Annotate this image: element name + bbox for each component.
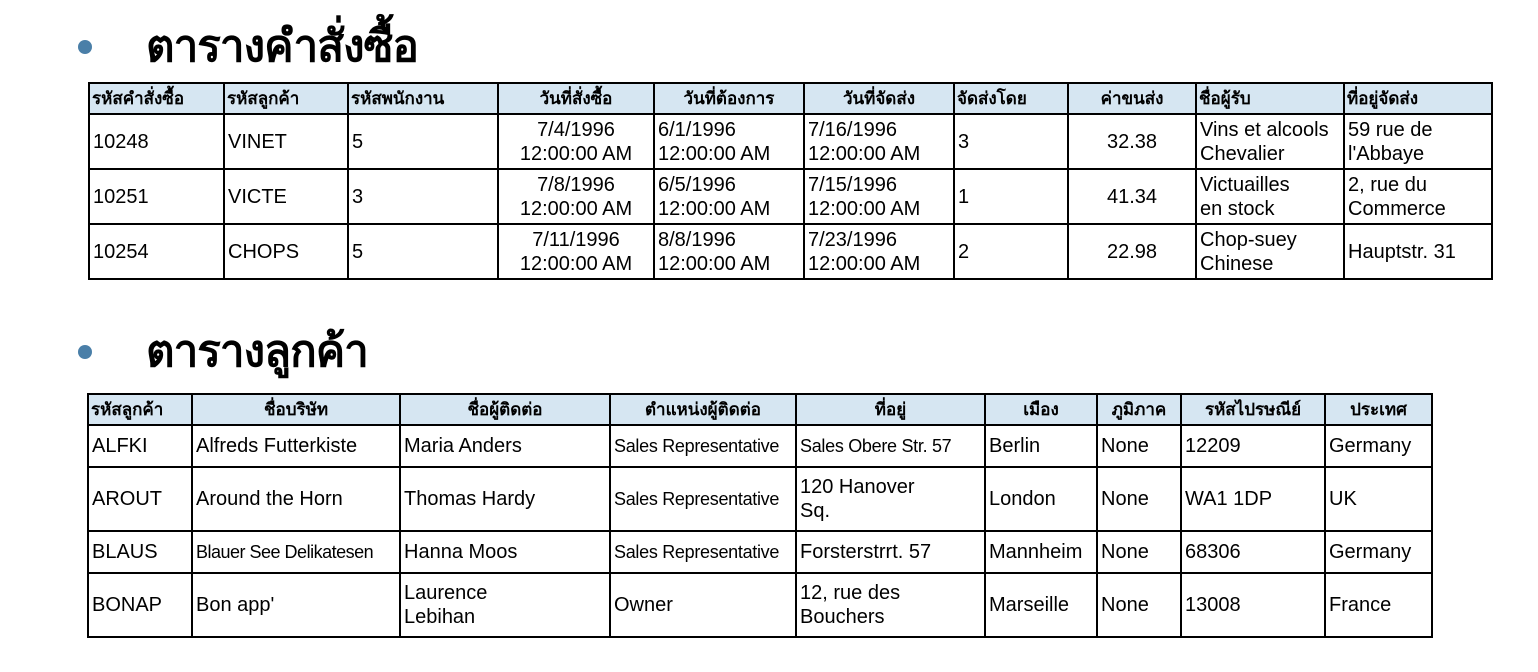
postal-code-cell: WA1 1DP	[1181, 467, 1325, 531]
column-header: ประเทศ	[1325, 394, 1432, 425]
customers-section-title: ตารางลูกค้า	[146, 326, 368, 377]
order-id-cell: 10254	[89, 224, 224, 279]
column-header: ชื่อบริษัท	[192, 394, 400, 425]
customer-id-cell: BLAUS	[88, 531, 192, 573]
ship-name-cell: Victuailles en stock	[1196, 169, 1344, 224]
column-header: รหัสลูกค้า	[88, 394, 192, 425]
ship-address-cell: Hauptstr. 31	[1344, 224, 1492, 279]
country-cell: UK	[1325, 467, 1432, 531]
column-header: ที่อยู่	[796, 394, 985, 425]
shipped-date-cell: 7/16/1996 12:00:00 AM	[804, 114, 954, 169]
ship-address-cell: 59 rue de l'Abbaye	[1344, 114, 1492, 169]
company-name-cell: Alfreds Futterkiste	[192, 425, 400, 467]
contact-title-cell: Sales Representative	[610, 425, 796, 467]
orders-header-row	[89, 83, 1492, 114]
contact-name-cell: Maria Anders	[400, 425, 610, 467]
table-row	[89, 169, 1492, 224]
freight-cell: 22.98	[1068, 224, 1196, 279]
city-cell: Marseille	[985, 573, 1097, 637]
orders-table	[88, 82, 1493, 280]
city-cell: Berlin	[985, 425, 1097, 467]
shipped-date-cell: 7/15/1996 12:00:00 AM	[804, 169, 954, 224]
company-name-cell: Blauer See Delikatesen	[192, 531, 400, 573]
customer-id-cell: CHOPS	[224, 224, 348, 279]
orders-section-heading	[78, 22, 418, 72]
column-header: วันที่ต้องการ	[654, 83, 804, 114]
city-cell: London	[985, 467, 1097, 531]
column-header: ชื่อผู้ติดต่อ	[400, 394, 610, 425]
required-date-cell: 6/1/1996 12:00:00 AM	[654, 114, 804, 169]
ship-via-cell: 3	[954, 114, 1068, 169]
order-id-cell: 10251	[89, 169, 224, 224]
bullet-icon	[78, 345, 92, 359]
column-header: จัดส่งโดย	[954, 83, 1068, 114]
customer-id-cell: AROUT	[88, 467, 192, 531]
company-name-cell: Around the Horn	[192, 467, 400, 531]
postal-code-cell: 12209	[1181, 425, 1325, 467]
country-cell: France	[1325, 573, 1432, 637]
employee-id-cell: 5	[348, 114, 498, 169]
customer-id-cell: ALFKI	[88, 425, 192, 467]
table-row	[88, 531, 1432, 573]
company-name-cell: Bon app'	[192, 573, 400, 637]
address-cell: Forsterstrrt. 57	[796, 531, 985, 573]
column-header: ภูมิภาค	[1097, 394, 1181, 425]
contact-name-cell: Hanna Moos	[400, 531, 610, 573]
address-cell: Sales Obere Str. 57	[796, 425, 985, 467]
address-cell: 120 Hanover Sq.	[796, 467, 985, 531]
contact-title-cell: Owner	[610, 573, 796, 637]
region-cell: None	[1097, 467, 1181, 531]
contact-name-cell: Thomas Hardy	[400, 467, 610, 531]
table-row	[88, 573, 1432, 637]
customers-header-row	[88, 394, 1432, 425]
customers-table	[87, 393, 1433, 638]
ship-via-cell: 1	[954, 169, 1068, 224]
column-header: ค่าขนส่ง	[1068, 83, 1196, 114]
address-cell: 12, rue des Bouchers	[796, 573, 985, 637]
postal-code-cell: 68306	[1181, 531, 1325, 573]
column-header: เมือง	[985, 394, 1097, 425]
contact-title-cell: Sales Representative	[610, 467, 796, 531]
country-cell: Germany	[1325, 425, 1432, 467]
customer-id-cell: BONAP	[88, 573, 192, 637]
required-date-cell: 8/8/1996 12:00:00 AM	[654, 224, 804, 279]
ship-address-cell: 2, rue du Commerce	[1344, 169, 1492, 224]
contact-title-cell: Sales Representative	[610, 531, 796, 573]
order-id-cell: 10248	[89, 114, 224, 169]
postal-code-cell: 13008	[1181, 573, 1325, 637]
freight-cell: 41.34	[1068, 169, 1196, 224]
column-header: วันที่สั่งซื้อ	[498, 83, 654, 114]
table-row	[89, 224, 1492, 279]
region-cell: None	[1097, 573, 1181, 637]
customers-section-heading	[78, 327, 368, 377]
order-date-cell: 7/4/1996 12:00:00 AM	[498, 114, 654, 169]
table-row	[88, 467, 1432, 531]
order-date-cell: 7/8/1996 12:00:00 AM	[498, 169, 654, 224]
ship-via-cell: 2	[954, 224, 1068, 279]
column-header: รหัสคำสั่งซื้อ	[89, 83, 224, 114]
order-date-cell: 7/11/1996 12:00:00 AM	[498, 224, 654, 279]
country-cell: Germany	[1325, 531, 1432, 573]
customer-id-cell: VICTE	[224, 169, 348, 224]
freight-cell: 32.38	[1068, 114, 1196, 169]
column-header: วันที่จัดส่ง	[804, 83, 954, 114]
employee-id-cell: 3	[348, 169, 498, 224]
column-header: รหัสไปรษณีย์	[1181, 394, 1325, 425]
table-row	[89, 114, 1492, 169]
required-date-cell: 6/5/1996 12:00:00 AM	[654, 169, 804, 224]
table-row	[88, 425, 1432, 467]
region-cell: None	[1097, 425, 1181, 467]
column-header: รหัสพนักงาน	[348, 83, 498, 114]
column-header: ตำแหน่งผู้ติดต่อ	[610, 394, 796, 425]
ship-name-cell: Chop-suey Chinese	[1196, 224, 1344, 279]
customer-id-cell: VINET	[224, 114, 348, 169]
column-header: ที่อยู่จัดส่ง	[1344, 83, 1492, 114]
contact-name-cell: Laurence Lebihan	[400, 573, 610, 637]
city-cell: Mannheim	[985, 531, 1097, 573]
ship-name-cell: Vins et alcools Chevalier	[1196, 114, 1344, 169]
region-cell: None	[1097, 531, 1181, 573]
column-header: ชื่อผู้รับ	[1196, 83, 1344, 114]
shipped-date-cell: 7/23/1996 12:00:00 AM	[804, 224, 954, 279]
bullet-icon	[78, 40, 92, 54]
employee-id-cell: 5	[348, 224, 498, 279]
column-header: รหัสลูกค้า	[224, 83, 348, 114]
orders-section-title: ตารางคำสั่งซื้อ	[146, 21, 418, 72]
